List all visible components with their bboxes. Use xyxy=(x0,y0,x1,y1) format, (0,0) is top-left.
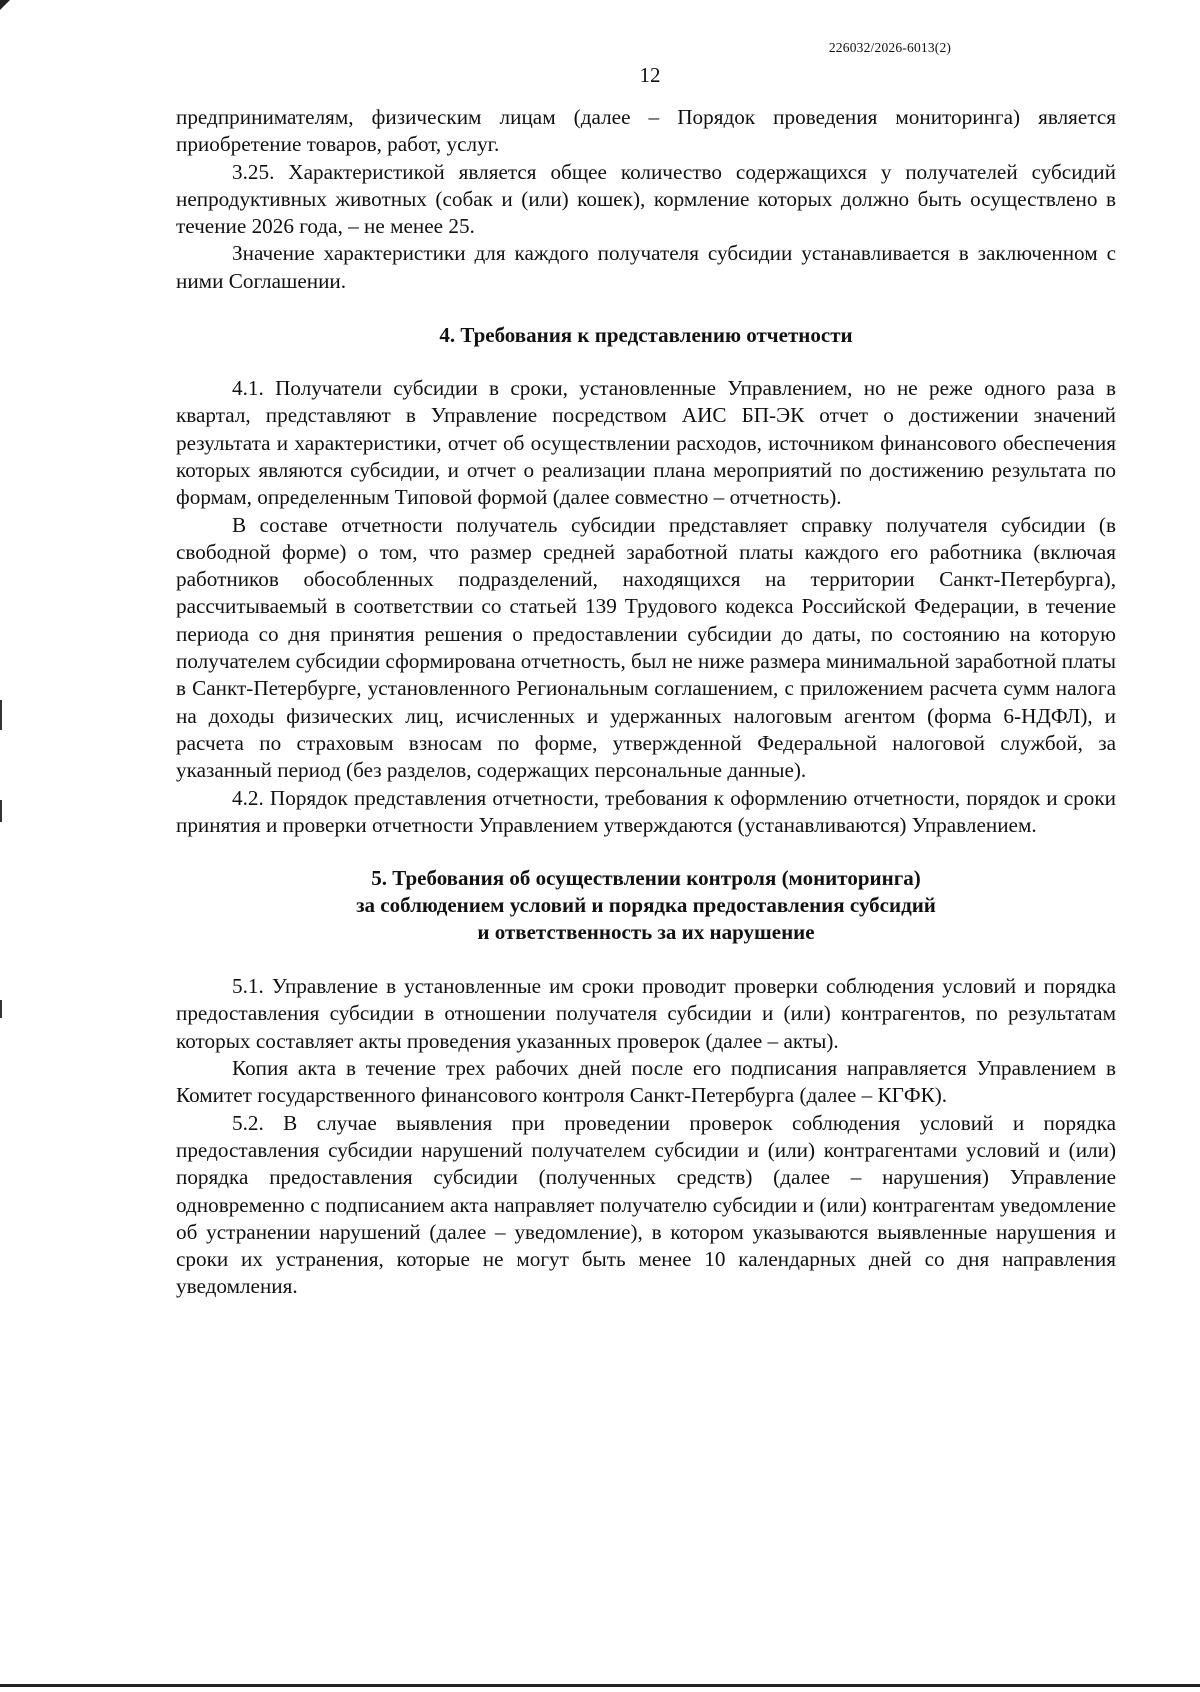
paragraph-5-1: 5.1. Управление в установленные им сроки проводит проверки соблюдения условий и порядка предоставления субсидии в отношении получателя субсидии и (или) контрагентов, по результатам которых составляет акты проведения указанных проверок (далее – акты). xyxy=(176,974,1116,1053)
paragraph: Значение характеристики для каждого получателя субсидии устанавливается в заключенном с ними Соглашении. xyxy=(176,241,1116,293)
paragraph-5-2: 5.2. В случае выявления при проведении проверок соблюдения условий и порядка предоставления субсидии нарушений получателем субсидии и (или) контрагентами условий и (или) порядка предоставления субсидии (полученных средств) (далее – нарушения) Управление одновременно с подписанием акта направляет получателю субсидии и (или) контрагентам уведомление об устранении нарушений (далее – уведомление), в котором указываются выявленные нарушения и сроки их устранения, которые не могут быть менее 10 календарных дней со дня направления уведомления. xyxy=(176,1110,1116,1299)
paragraph-4-2: 4.2. Порядок представления отчетности, требования к оформлению отчетности, порядок и сроки принятия и проверки отчетности Управлением утверждаются (устанавливаются) Управлением. xyxy=(176,785,1116,837)
scan-edge-mark xyxy=(0,800,2,822)
paragraph: Копия акта в течение трех рабочих дней после его подписания направляется Управлением в Комитет государственного финансового контроля Санкт-Петербурга (далее – КГФК). xyxy=(176,1056,1116,1108)
document-registration-number: 226032/2026-6013(2) xyxy=(828,40,952,55)
scan-edge-mark xyxy=(0,700,2,730)
section-5-heading-line: за соблюдением условий и порядка предоставления субсидий xyxy=(356,893,936,918)
document-body xyxy=(176,104,1116,1301)
scan-edge-mark xyxy=(0,1000,2,1018)
section-5-heading-line: и ответственность за их нарушение xyxy=(477,920,815,945)
paragraph: В составе отчетности получатель субсидии представляет справку получателя субсидии (в свободной форме) о том, что размер средней заработной платы каждого его работника (включая работников обособленных подразделений, находящихся на территории Санкт-Петербурга), рассчитываемый в соответствии со статьей 139 Трудового кодекса Российской Федерации, в течение периода со дня принятия решения о предоставлении субсидии до даты, по состоянию на которую получателем субсидии сформирована отчетность, был не ниже размера минимальной заработной платы в Санкт-Петербурге, установленного Региональным соглашением, с приложением расчета сумм налога на доходы физических лиц, исчисленных и удержанных налоговым агентом (форма 6-НДФЛ), и расчета по страховым взносам по форме, утвержденной Федеральной налоговой службой, за указанный период (без разделов, содержащих персональные данные). xyxy=(176,512,1116,783)
paragraph-3-25: 3.25. Характеристикой является общее количество содержащихся у получателей субсидий непродуктивных животных (собак и (или) кошек), кормление которых должно быть осуществлено в течение 2026 года, – не менее 25. xyxy=(176,159,1116,239)
page-number: 12 xyxy=(639,63,661,87)
paragraph: предпринимателям, физическим лицам (далее – Порядок проведения мониторинга) является приобретение товаров, работ, услуг. xyxy=(176,105,1116,157)
section-4-heading: 4. Требования к представлению отчетности xyxy=(439,323,853,348)
scan-corner-mark xyxy=(0,0,10,10)
paragraph-4-1: 4.1. Получатели субсидии в сроки, установленные Управлением, но не реже одного раза в квартал, представляют в Управление посредством АИС БП-ЭК отчет о достижении значений результата и характеристики, отчет об осуществлении расходов, источником финансового обеспечения которых являются субсидии, и отчет о реализации плана мероприятий по достижению результата по формам, определенным Типовой формой (далее совместно – отчетность). xyxy=(176,376,1116,510)
scan-bottom-edge xyxy=(0,1684,1200,1687)
section-5-heading-line: 5. Требования об осуществлении контроля (мониторинга) xyxy=(371,866,921,891)
section-5-heading xyxy=(176,865,1116,946)
